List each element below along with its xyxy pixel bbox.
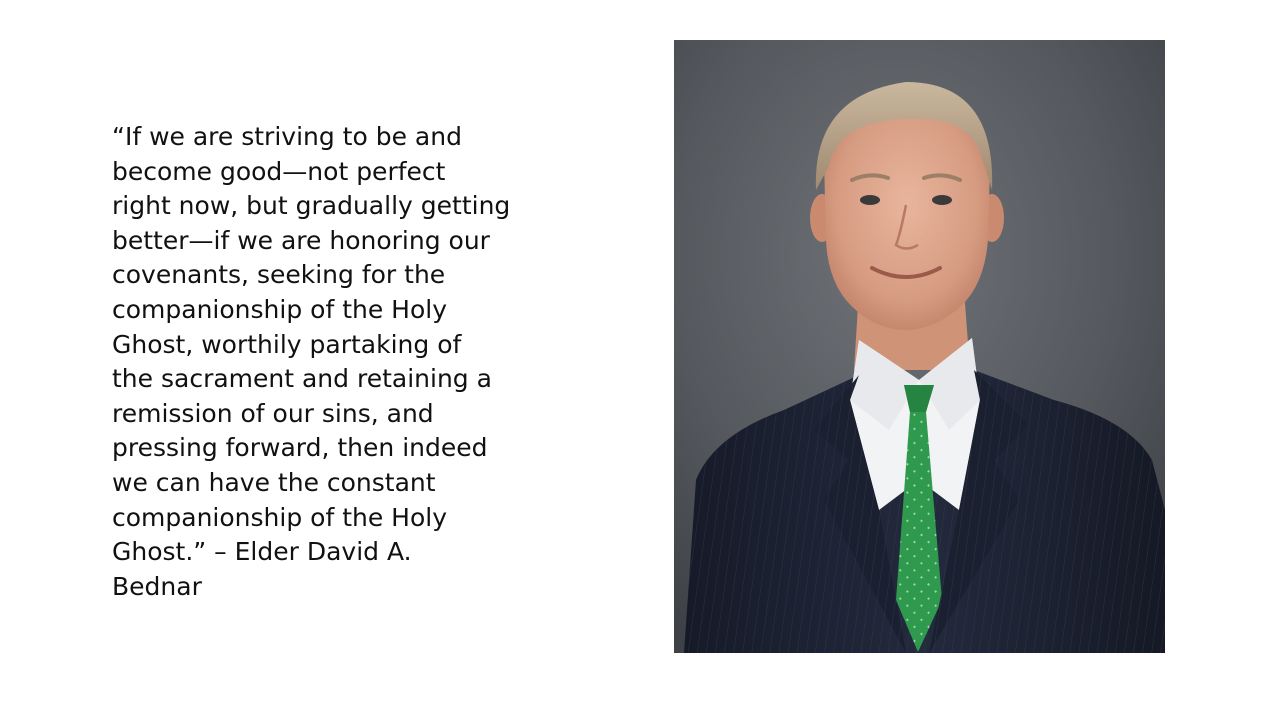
- quote-line: Ghost.” – Elder David A.: [112, 537, 412, 567]
- quote-line: the sacrament and retaining a: [112, 364, 492, 394]
- quote-text: [112, 120, 542, 604]
- quote-line: pressing forward, then indeed: [112, 433, 488, 463]
- portrait-face: [824, 100, 990, 330]
- quote-line: we can have the constant: [112, 467, 436, 497]
- portrait-photo: [674, 40, 1165, 653]
- quote-line: Ghost, worthily partaking of: [112, 329, 462, 359]
- quote-line: companionship of the Holy: [112, 502, 447, 532]
- quote-line: right now, but gradually getting: [112, 191, 511, 221]
- quote-line: become good—not perfect: [112, 156, 446, 186]
- quote-line: “If we are striving to be and: [112, 122, 462, 151]
- quote-line: companionship of the Holy: [112, 294, 447, 324]
- quote-line: Bednar: [112, 571, 202, 601]
- quote-line: better—if we are honoring our: [112, 225, 490, 255]
- quote-line: remission of our sins, and: [112, 398, 434, 428]
- quote-line: covenants, seeking for the: [112, 260, 446, 290]
